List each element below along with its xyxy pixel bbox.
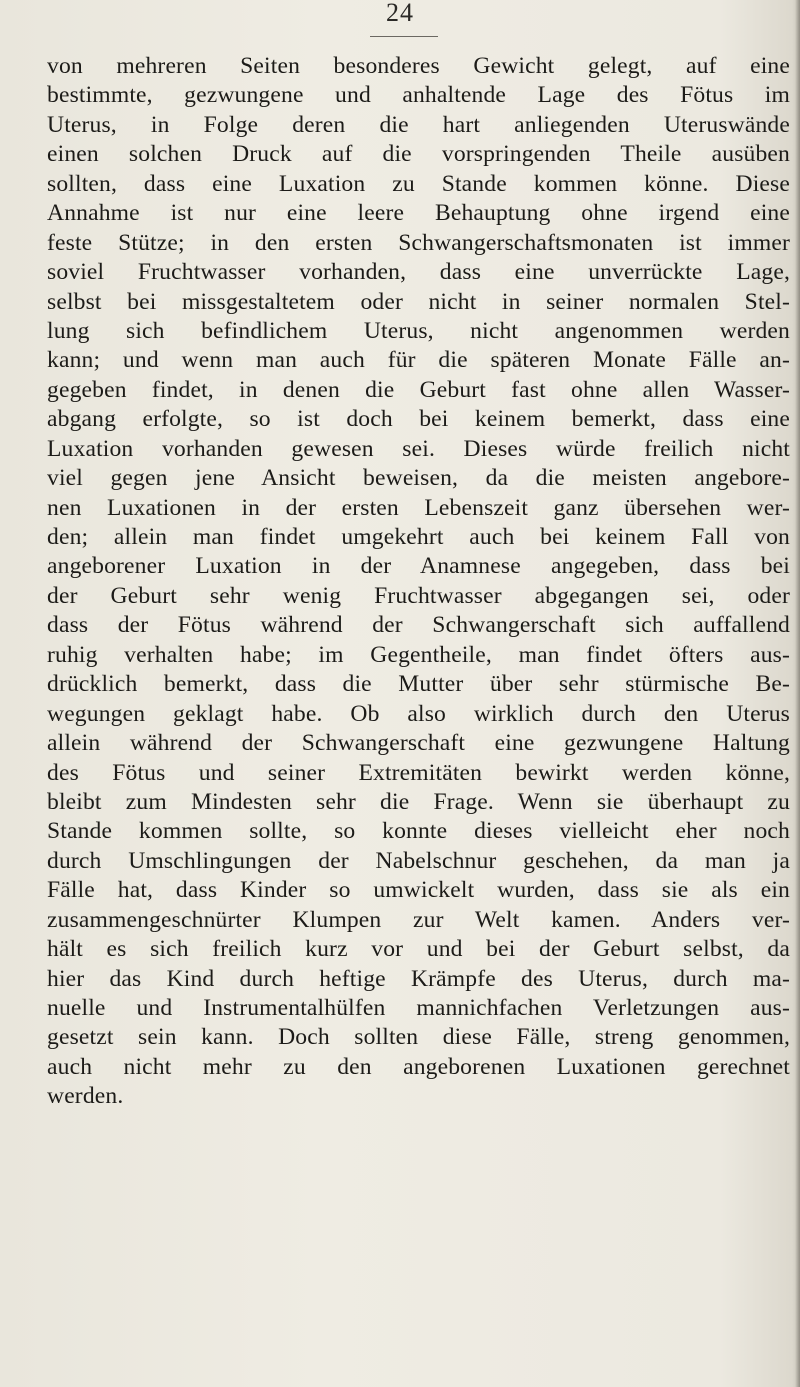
page-edge-shadow — [795, 0, 800, 1387]
text-line: Fälle hat, dass Kinder so umwickelt wurden, dass sie als ein — [47, 877, 790, 904]
text-line: viel gegen jene Ansicht beweisen, da die meisten angebore- — [47, 465, 790, 492]
text-line: drücklich bemerkt, dass die Mutter über sehr stürmische Be- — [47, 671, 790, 698]
text-line: hier das Kind durch heftige Krämpfe des Uterus, durch ma- — [47, 965, 790, 992]
text-line: Uterus, in Folge deren die hart anliegenden Uteruswände — [47, 111, 790, 138]
text-line: lung sich befindlichem Uterus, nicht angenommen werden — [47, 317, 790, 344]
text-line: einen solchen Druck auf die vorspringenden Theile ausüben — [47, 141, 790, 168]
text-line: hält es sich freilich kurz vor und bei der Geburt selbst, da — [47, 936, 790, 963]
text-line: werden. — [47, 1083, 124, 1110]
text-line: von mehreren Seiten besonderes Gewicht gelegt, auf eine — [47, 53, 790, 79]
text-line: ruhig verhalten habe; im Gegentheile, man findet öfters aus- — [47, 641, 790, 668]
text-line: Annahme ist nur eine leere Behauptung ohne irgend eine — [47, 200, 790, 227]
text-line: den; allein man findet umgekehrt auch bei keinem Fall von — [47, 524, 790, 550]
text-line: nen Luxationen in der ersten Lebenszeit ganz übersehen wer- — [47, 494, 790, 521]
text-line: der Geburt sehr wenig Fruchtwasser abgegangen sei, oder — [47, 582, 790, 609]
text-line: Stande kommen sollte, so konnte dieses vielleicht eher noch — [47, 818, 790, 845]
text-line: abgang erfolgte, so ist doch bei keinem bemerkt, dass eine — [47, 406, 790, 433]
text-line: auch nicht mehr zu den angeborenen Luxationen gerechnet — [47, 1053, 790, 1080]
text-line: nuelle und Instrumentalhülfen mannichfachen Verletzungen aus- — [47, 995, 790, 1021]
text-line: gegeben findet, in denen die Geburt fast ohne allen Wasser- — [47, 376, 790, 403]
text-line: kann; und wenn man auch für die späteren Monate Fälle an- — [47, 347, 790, 374]
text-line: angeborener Luxation in der Anamnese angegeben, dass bei — [47, 553, 790, 580]
text-line: allein während der Schwangerschaft eine gezwungene Haltung — [47, 730, 790, 757]
text-line: Luxation vorhanden gewesen sei. Dieses würde freilich nicht — [47, 435, 790, 462]
text-line: selbst bei missgestaltetem oder nicht in seiner normalen Stel- — [47, 288, 790, 315]
text-line: des Fötus und seiner Extremitäten bewirkt werden könne, — [47, 759, 790, 786]
text-line: bestimmte, gezwungene und anhaltende Lage des Fötus im — [47, 82, 790, 109]
text-line: soviel Fruchtwasser vorhanden, dass eine unverrückte Lage, — [47, 259, 790, 286]
text-line: bleibt zum Mindesten sehr die Frage. Wenn sie überhaupt zu — [47, 788, 790, 815]
text-line: gesetzt sein kann. Doch sollten diese Fälle, streng genommen, — [47, 1024, 790, 1051]
text-line: feste Stütze; in den ersten Schwangerschaftsmonaten ist immer — [47, 229, 790, 256]
text-line: durch Umschlingungen der Nabelschnur geschehen, da man ja — [47, 847, 790, 874]
text-line: wegungen geklagt habe. Ob also wirklich durch den Uterus — [47, 700, 790, 727]
text-line: sollten, dass eine Luxation zu Stande kommen könne. Diese — [47, 170, 790, 197]
text-line: dass der Fötus während der Schwangerschaft sich auffallend — [47, 612, 790, 639]
body-text — [47, 52, 790, 1112]
text-line: zusammengeschnürter Klumpen zur Welt kamen. Anders ver- — [47, 906, 790, 933]
page-number: 24 — [386, 0, 414, 27]
header-rule — [370, 36, 438, 37]
